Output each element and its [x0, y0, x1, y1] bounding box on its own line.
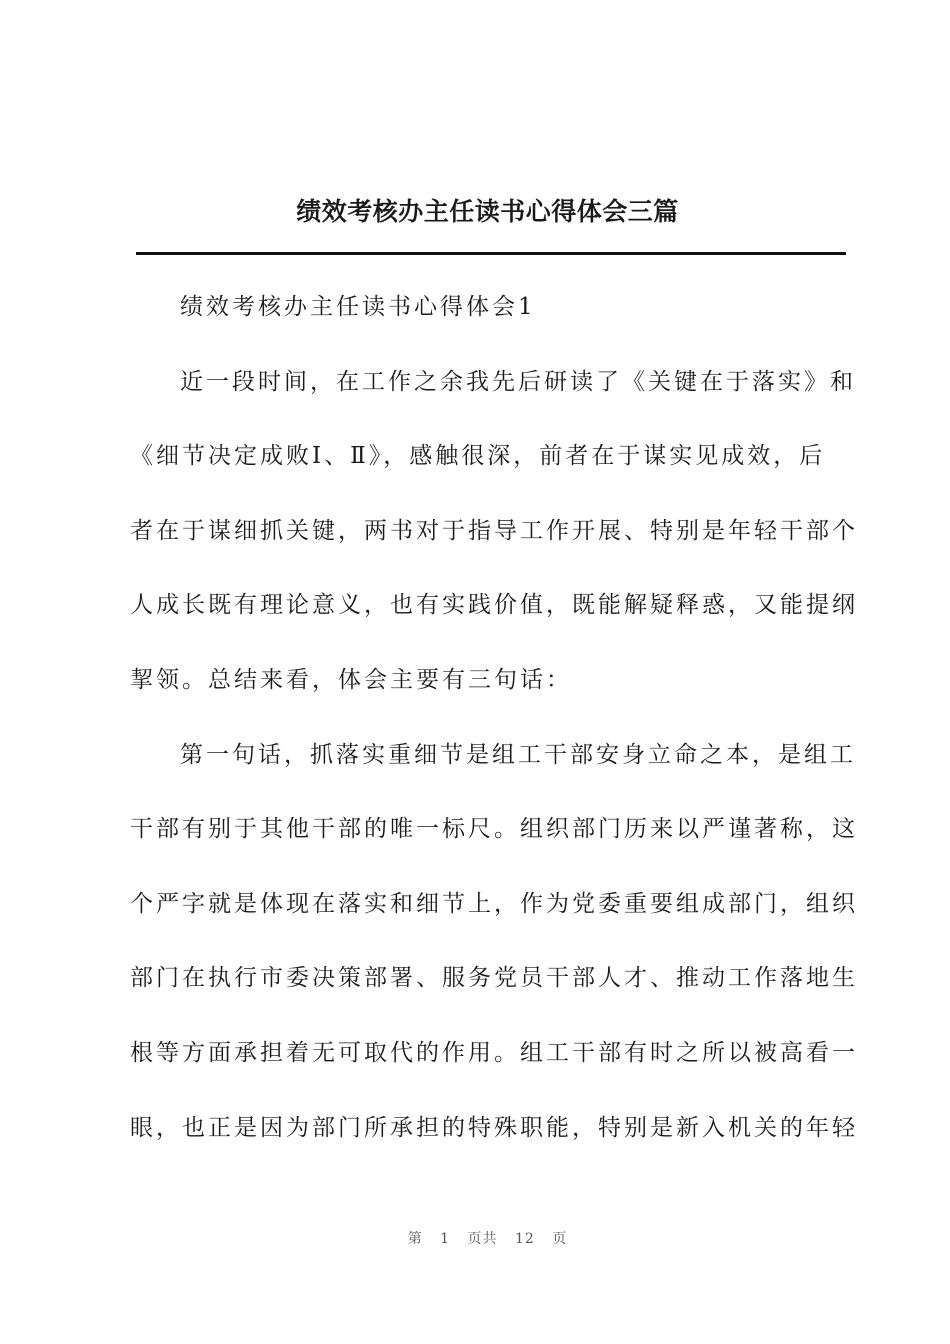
footer-total-pages: 12 [515, 1231, 535, 1247]
page-footer [0, 1228, 950, 1248]
paragraph-line: 个严字就是体现在落实和细节上，作为党委重要组成部门，组织 [130, 890, 858, 917]
paragraph-1 [130, 345, 858, 718]
paragraph-line: 眼，也正是因为部门所承担的特殊职能，特别是新入机关的年轻 [130, 1114, 858, 1141]
paragraph-2 [130, 718, 858, 1166]
section-heading: 绩效考核办主任读书心得体会1 [180, 294, 536, 320]
paragraph-line: 第一句话，抓落实重细节是组工干部安身立命之本，是组工 [180, 741, 856, 768]
paragraph-line: 近一段时间，在工作之余我先后研读了《关键在于落实》和 [180, 368, 856, 395]
title-underline [136, 252, 846, 255]
paragraph-line: 部门在执行市委决策部署、服务党员干部人才、推动工作落地生 [130, 965, 858, 992]
paragraph-line: 根等方面承担着无可取代的作用。组工干部有时之所以被高看一 [130, 1039, 858, 1066]
footer-prefix: 第 [407, 1231, 423, 1247]
paragraph-line: 挈领。总结来看，体会主要有三句话： [130, 666, 572, 693]
document-title: 绩效考核办主任读书心得体会三篇 [296, 197, 679, 226]
paragraph-line: 干部有别于其他干部的唯一标尺。组织部门历来以严谨著称，这 [130, 816, 858, 843]
footer-suffix: 页 [552, 1231, 568, 1247]
paragraph-line: 《细节决定成败Ⅰ、Ⅱ》，感触很深，前者在于谋实见成效，后 [130, 443, 826, 470]
footer-current-page: 1 [440, 1231, 451, 1247]
paragraph-line: 人成长既有理论意义，也有实践价值，既能解疑释惑，又能提纲 [130, 592, 858, 619]
document-body [130, 270, 858, 1165]
paragraph-line: 者在于谋细抓关键，两书对于指导工作开展、特别是年轻干部个 [130, 517, 858, 544]
footer-middle: 页共 [467, 1231, 498, 1247]
